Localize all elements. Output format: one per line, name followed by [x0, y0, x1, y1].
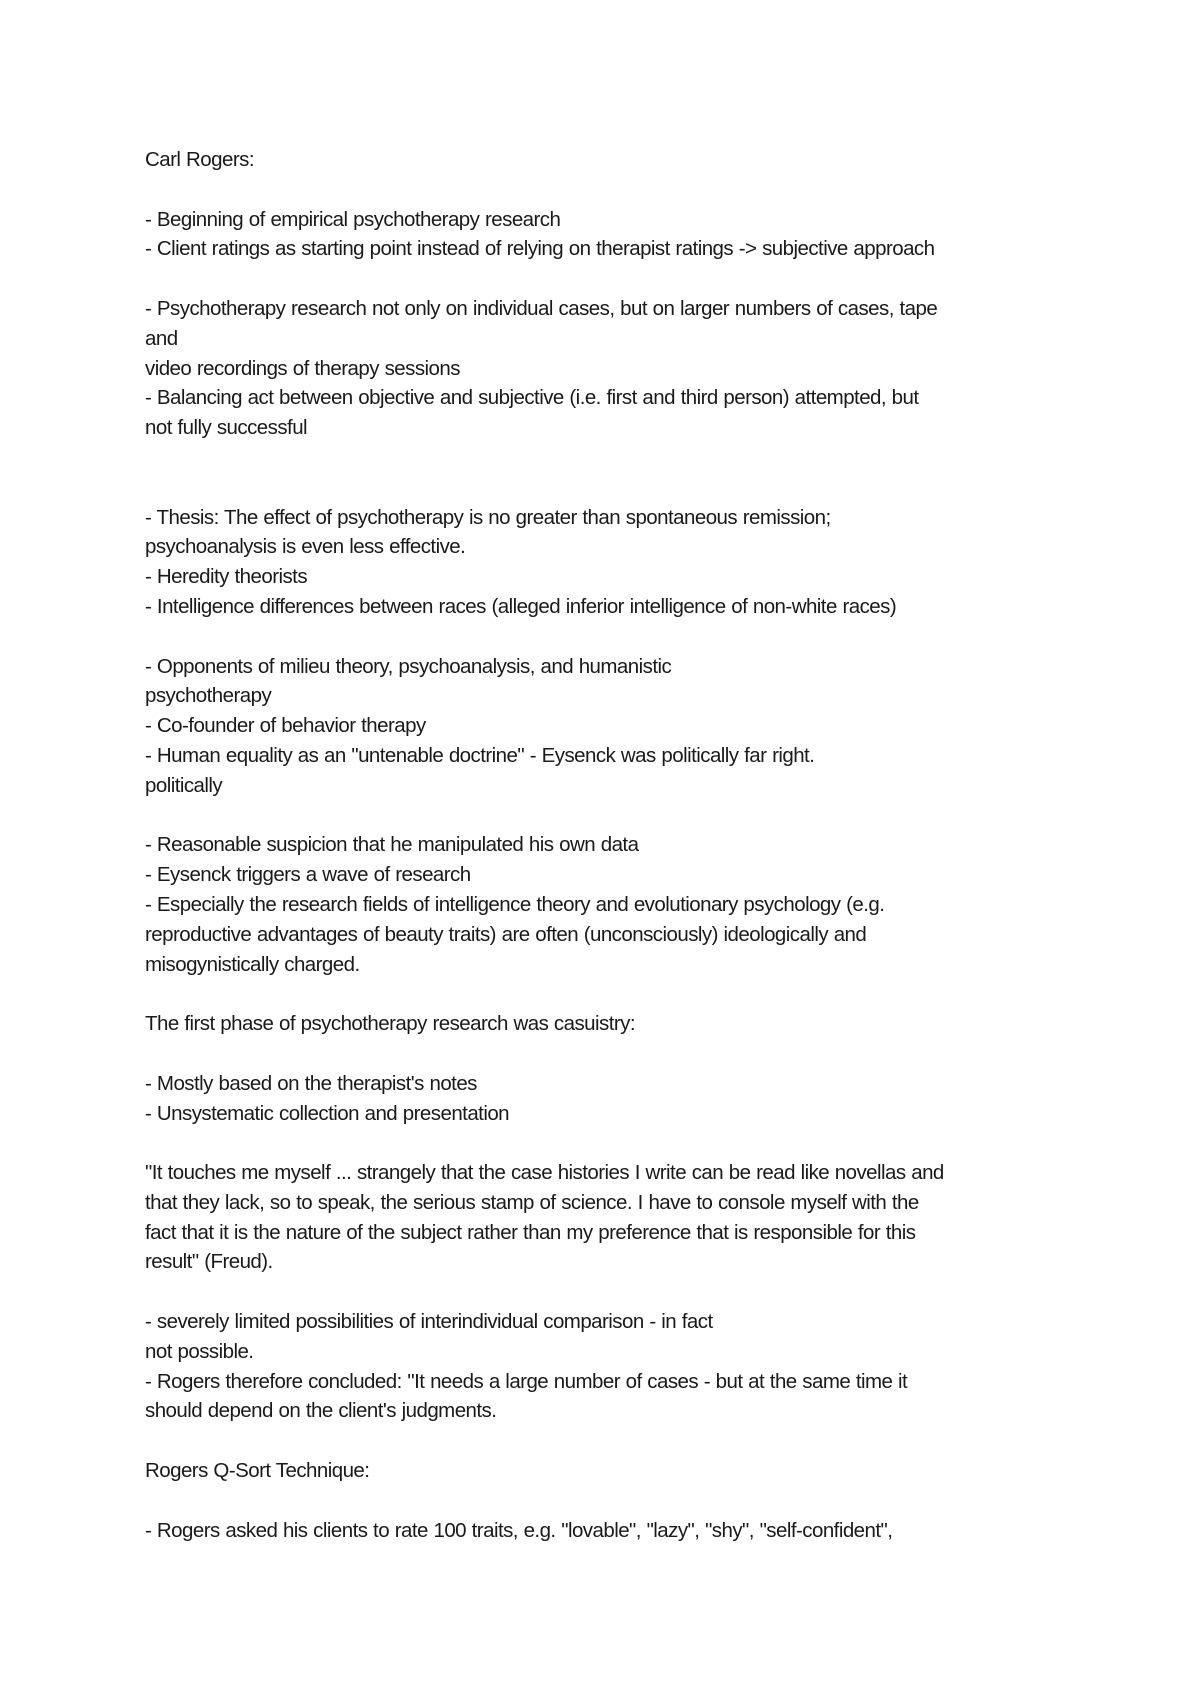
text-line: video recordings of therapy sessions — [145, 356, 460, 380]
text-line: - Rogers therefore concluded: "It needs a large number of cases - but at the same time it — [145, 1369, 908, 1393]
text-line: - Unsystematic collection and presentation — [145, 1101, 510, 1125]
paragraph-gap — [145, 175, 1090, 205]
text-line: - Especially the research fields of intelligence theory and evolutionary psychology (e.g. — [145, 892, 885, 916]
text-line: not fully successful — [145, 416, 308, 440]
section-heading — [145, 1009, 1090, 1039]
text-line: - Heredity theorists — [145, 565, 308, 589]
text-line: fact that it is the nature of the subject rather than my preference that is responsible for this — [145, 1220, 916, 1244]
text-line: - Thesis: The effect of psychotherapy is no greater than spontaneous remission; — [145, 505, 831, 529]
paragraph — [145, 503, 1090, 622]
text-line: - Psychotherapy research not only on individual cases, but on larger numbers of cases, tape — [145, 296, 938, 320]
text-line: should depend on the client's judgments. — [145, 1399, 497, 1423]
text-line: - Co-founder of behavior therapy — [145, 714, 426, 738]
text-line: and — [145, 326, 178, 350]
paragraph-gap — [145, 801, 1090, 831]
paragraph — [145, 1069, 1090, 1129]
paragraph-gap — [145, 1128, 1090, 1158]
paragraph — [145, 652, 1090, 801]
heading-q-sort: Rogers Q-Sort Technique: — [145, 1459, 370, 1483]
text-line: "It touches me myself ... strangely that the case histories I write can be read like novellas and — [145, 1161, 944, 1185]
text-line: - Reasonable suspicion that he manipulated his own data — [145, 833, 639, 857]
text-line: misogynistically charged. — [145, 952, 360, 976]
paragraph — [145, 294, 1090, 443]
text-line: psychoanalysis is even less effective. — [145, 535, 466, 559]
text-line: - Intelligence differences between races (alleged inferior intelligence of non-white races) — [145, 594, 897, 618]
paragraph — [145, 830, 1090, 979]
paragraph-gap — [145, 1426, 1090, 1456]
text-line: not possible. — [145, 1339, 254, 1363]
heading-casuistry: The first phase of psychotherapy research was casuistry: — [145, 1012, 635, 1036]
paragraph-gap — [145, 443, 1090, 503]
paragraph-gap — [145, 979, 1090, 1009]
paragraph — [145, 1516, 1090, 1546]
text-line: - Human equality as an "untenable doctrine" - Eysenck was politically far right. — [145, 743, 815, 767]
text-line: that they lack, so to speak, the serious stamp of science. I have to console myself with the — [145, 1190, 919, 1214]
section-heading — [145, 145, 1090, 175]
paragraph — [145, 205, 1090, 265]
text-line: - severely limited possibilities of interindividual comparison - in fact — [145, 1310, 713, 1334]
document-body — [145, 145, 1090, 1545]
paragraph-gap — [145, 1277, 1090, 1307]
text-line: - Eysenck triggers a wave of research — [145, 863, 471, 887]
text-line: - Opponents of milieu theory, psychoanalysis, and humanistic — [145, 654, 672, 678]
text-line: - Mostly based on the therapist's notes — [145, 1071, 477, 1095]
heading-carl-rogers: Carl Rogers: — [145, 148, 254, 171]
quote-paragraph — [145, 1158, 1090, 1277]
text-line: - Beginning of empirical psychotherapy research — [145, 207, 561, 231]
text-line: - Balancing act between objective and subjective (i.e. first and third person) attempted, but — [145, 386, 919, 410]
text-line: politically — [145, 773, 223, 797]
text-line: - Client ratings as starting point instead of relying on therapist ratings -> subjective approach — [145, 237, 935, 261]
paragraph-gap — [145, 1039, 1090, 1069]
text-line: - Rogers asked his clients to rate 100 traits, e.g. "lovable", "lazy", "shy", "self-confident", — [145, 1518, 893, 1542]
paragraph-gap — [145, 264, 1090, 294]
paragraph-gap — [145, 1486, 1090, 1516]
paragraph — [145, 1307, 1090, 1426]
text-line: reproductive advantages of beauty traits) are often (unconsciously) ideologically and — [145, 922, 867, 946]
text-line: result" (Freud). — [145, 1250, 273, 1274]
paragraph-gap — [145, 622, 1090, 652]
section-heading — [145, 1456, 1090, 1486]
text-line: psychotherapy — [145, 684, 272, 708]
